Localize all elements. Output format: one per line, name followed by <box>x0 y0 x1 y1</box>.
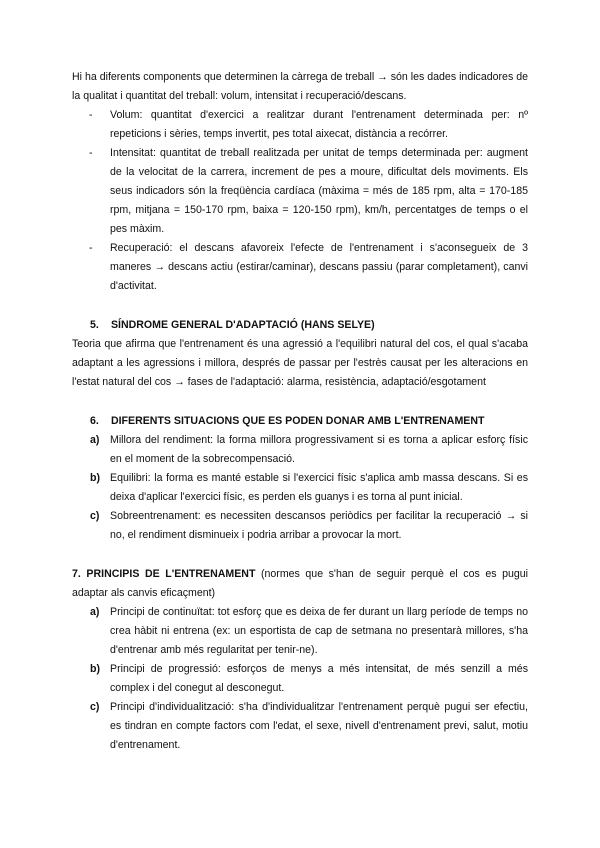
list-item <box>72 239 528 296</box>
section-title: PRINCIPIS DE L'ENTRENAMENT <box>86 568 256 580</box>
dash-marker: - <box>89 109 93 121</box>
section-5-body: Teoria que afirma que l'entrenament és una agressió a l'equilibri natural del cos, el qual s'acaba adaptant a les agressions i millora, després de passar per l'estrès causat per les alteracions en l'estat natural del cos → fases de l'adaptació: alarma, resistència, adaptació/esgotament <box>72 338 528 388</box>
list-item <box>72 431 528 469</box>
section-7-heading <box>72 565 528 603</box>
list-item <box>72 469 528 507</box>
list-item <box>72 698 528 755</box>
document-page <box>72 68 528 755</box>
section-title: DIFERENTS SITUACIONS QUE ES PODEN DONAR AMB L'ENTRENAMENT <box>110 415 485 427</box>
intro-paragraph: Hi ha diferents components que determinen la càrrega de treball → són les dades indicadores de la qualitat i quantitat del treball: volum, intensitat i recuperació/descans. <box>72 71 528 102</box>
section-title: SÍNDROME GENERAL D'ADAPTACIÓ (HANS SELYE) <box>110 319 375 331</box>
dash-marker: - <box>89 242 93 254</box>
list-marker: a) <box>90 434 100 446</box>
list-item-text: Sobreentrenament: es necessiten descansos periòdics per facilitar la recuperació → si no, el rendiment disminueix i podria arribar a provocar la mort. <box>110 510 528 541</box>
list-item <box>72 660 528 698</box>
list-marker: b) <box>90 472 100 484</box>
list-item <box>72 507 528 545</box>
list-item-text: Volum: quantitat d'exercici a realitzar durant l'entrenament determinada per: nº repeticions i sèries, temps invertit, pes total aixecat, distància a recórrer. <box>110 109 528 140</box>
section-6-heading <box>72 412 528 431</box>
section-subtitle: (normes que s'han de seguir perquè el cos es pugui adaptar als canvis eficaçment) <box>72 568 528 599</box>
list-item <box>72 144 528 239</box>
section-7-list <box>72 603 528 755</box>
load-components-list <box>72 106 528 296</box>
list-marker: b) <box>90 663 100 675</box>
list-marker: c) <box>90 701 100 713</box>
list-marker: a) <box>90 606 100 618</box>
list-item <box>72 603 528 660</box>
section-number: 5. <box>90 319 99 331</box>
list-item-text: Principi de continuïtat: tot esforç que es deixa de fer durant un llarg període de temps no crea hàbit ni entrena (ex: un esportista de cap de setmana no presentarà millores, s'ha d'entrenar amb més regularitat per tenir-ne). <box>110 606 528 656</box>
section-6-list <box>72 431 528 545</box>
section-number: 6. <box>90 415 99 427</box>
list-item-text: Recuperació: el descans afavoreix l'efecte de l'entrenament i s'aconsegueix de 3 maneres → descans actiu (estirar/caminar), descans passiu (parar completament), canvi d'activitat. <box>110 242 528 292</box>
list-item <box>72 106 528 144</box>
section-5-heading <box>72 316 528 335</box>
list-item-text: Millora del rendiment: la forma millora progressivament si es torna a aplicar esforç físic en el moment de la sobrecompensació. <box>110 434 528 465</box>
list-item-text: Principi d'individualització: s'ha d'individualitzar l'entrenament perquè pugui ser efectiu, es tindran en compte factors com l'edat, el sexe, nivell d'entrenament previ, salut, motiu d'entrenament. <box>110 701 528 751</box>
section-number: 7. <box>72 568 81 580</box>
list-item-text: Intensitat: quantitat de treball realitzada per unitat de temps determinada per: augment de la velocitat de la carrera, increment de pes a moure, dificultat dels moviments. Els seus indicadors són la freqüència cardíaca (màxima = més de 185 rpm, alta = 170-185 rpm, mitjana = 150-170 rpm, baixa = 120-150 rpm), km/h, percentatges de temps o el pes màxim. <box>110 147 528 235</box>
dash-marker: - <box>89 147 93 159</box>
list-marker: c) <box>90 510 100 522</box>
list-item-text: Equilibri: la forma es manté estable si l'exercici físic s'aplica amb massa descans. Si es deixa d'aplicar l'exercici físic, es perden els guanys i es torna al punt inicial. <box>110 472 528 503</box>
list-item-text: Principi de progressió: esforços de menys a més intensitat, de més senzill a més complex i del conegut al desconegut. <box>110 663 528 694</box>
